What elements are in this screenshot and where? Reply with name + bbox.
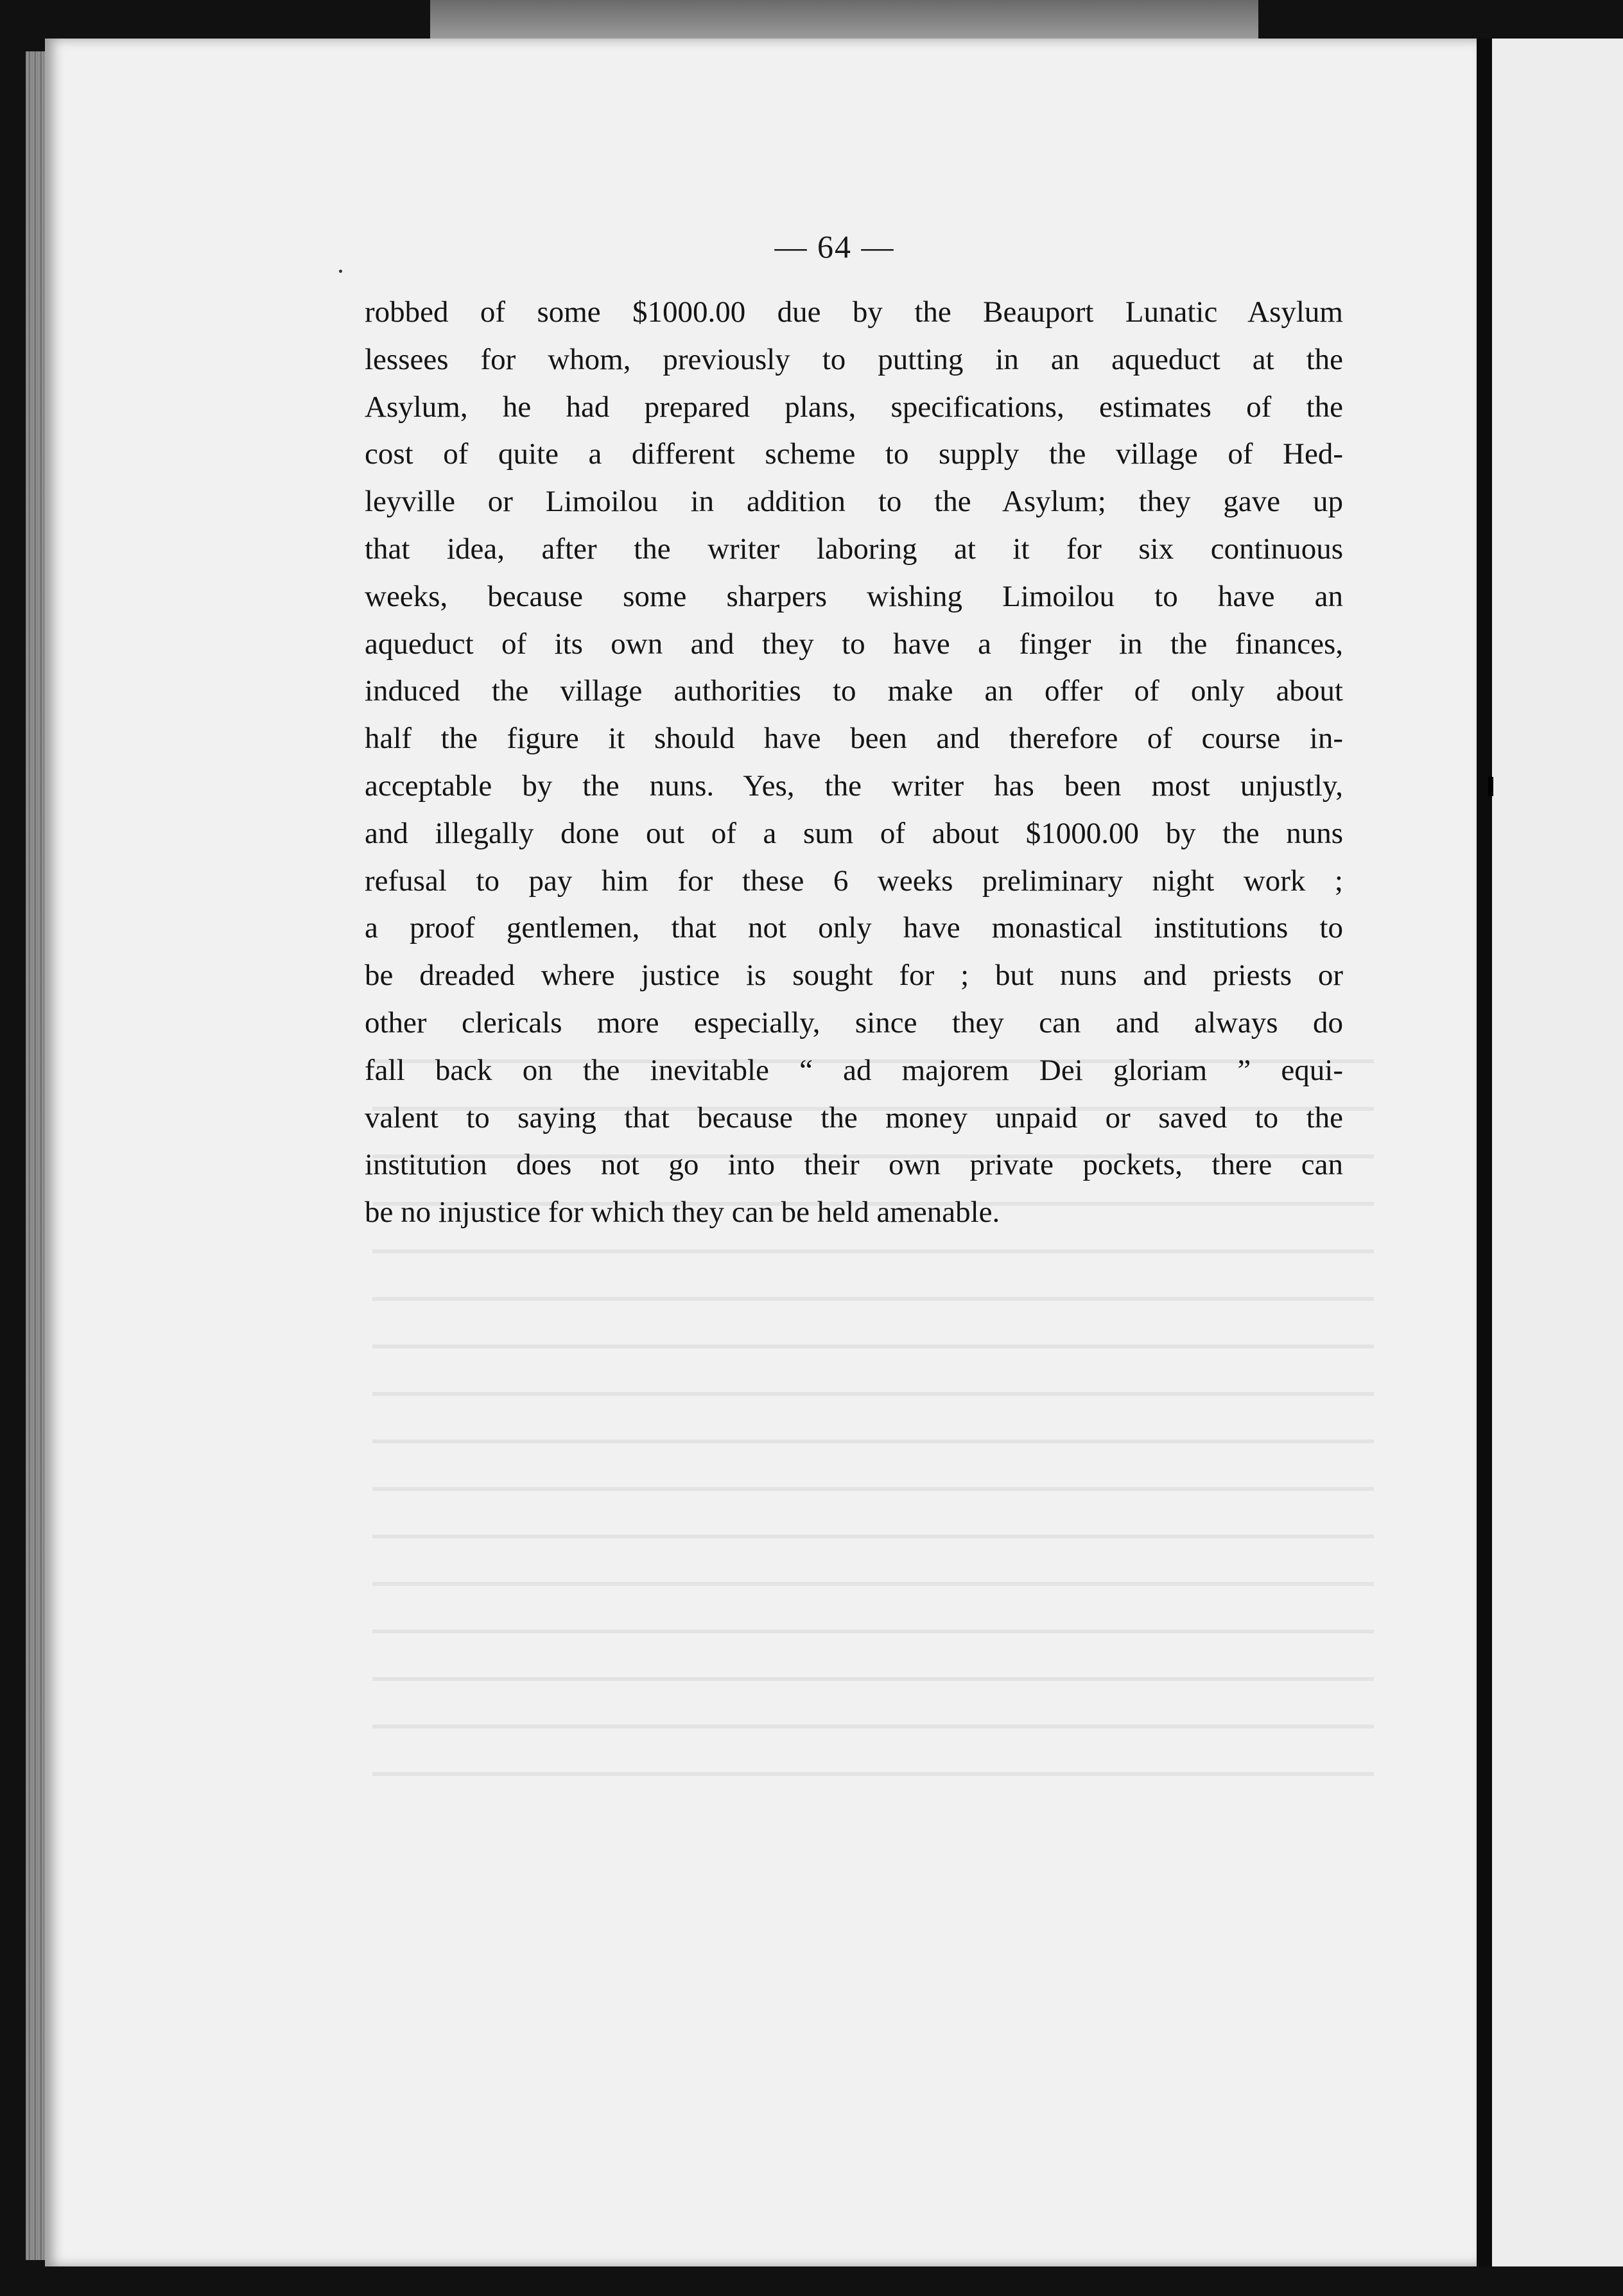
text-line: a proof gentlemen, that not only have monastical institutions to	[365, 911, 1343, 945]
text-line: weeks, because some sharpers wishing Limoilou to have an	[365, 579, 1343, 613]
text-line: that idea, after the writer laboring at it for six continuous	[365, 532, 1343, 566]
text-line: and illegally done out of a sum of about $1000.00 by the nuns	[365, 816, 1343, 850]
text-line: lessees for whom, previously to putting in an aqueduct at the	[365, 342, 1343, 376]
gutter-mark	[1488, 777, 1493, 796]
text-line: valent to saying that because the money unpaid or saved to the	[365, 1100, 1343, 1135]
text-line: be dreaded where justice is sought for ; but nuns and priests or	[365, 959, 1343, 993]
text-line: half the figure it should have been and therefore of course in-	[365, 722, 1343, 756]
previous-page-strip	[430, 0, 1258, 39]
text-line: Asylum, he had prepared plans, specifications, estimates of the	[365, 390, 1343, 424]
adjacent-page	[1492, 39, 1623, 2266]
text-line: fall back on the inevitable “ ad majorem Dei gloriam ” equi-	[365, 1053, 1343, 1087]
text-line: institution does not go into their own private pockets, there can	[365, 1148, 1343, 1182]
text-line: induced the village authorities to make an offer of only about	[365, 674, 1343, 708]
text-line: be no injustice for which they can be held amenable.	[365, 1196, 1000, 1230]
speck	[339, 270, 342, 273]
text-line: aqueduct of its own and they to have a finger in the finances,	[365, 627, 1343, 661]
page-number: — 64 —	[774, 229, 895, 265]
text-line: cost of quite a different scheme to supply the village of Hed-	[365, 437, 1343, 471]
text-line: acceptable by the nuns. Yes, the writer has been most unjustly,	[365, 769, 1343, 803]
text-line: other clericals more especially, since they can and always do	[365, 1005, 1343, 1039]
book-gutter	[1477, 39, 1492, 2266]
text-line: leyville or Limoilou in addition to the Asylum; they gave up	[365, 485, 1343, 519]
text-line: refusal to pay him for these 6 weeks preliminary night work ;	[365, 864, 1343, 898]
body-paragraph	[365, 289, 1343, 1237]
text-line: robbed of some $1000.00 due by the Beauport Lunatic Asylum	[365, 295, 1343, 329]
